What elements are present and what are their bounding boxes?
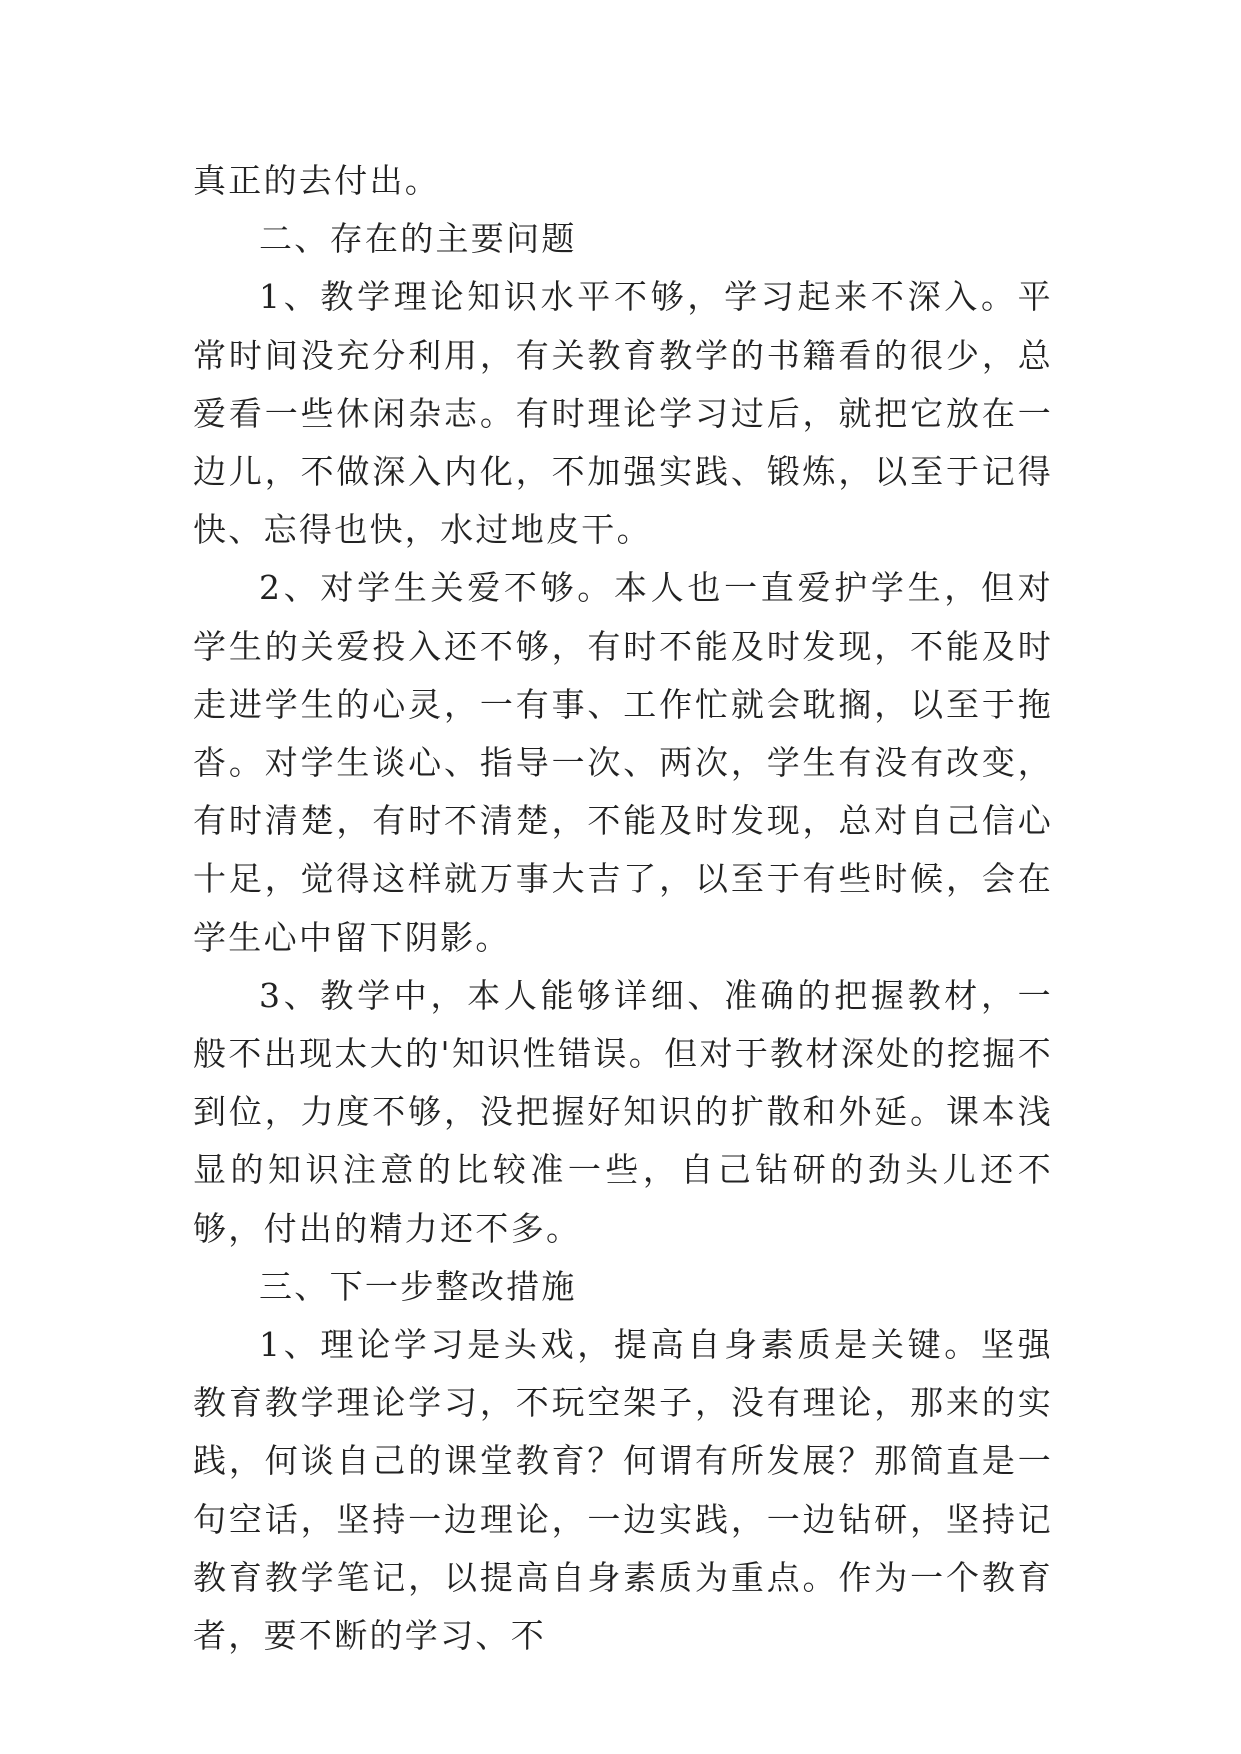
paragraph: 1、理论学习是头戏，提高自身素质是关键。坚强教育教学理论学习，不玩空架子，没有理论，那来的实践，何谈自己的课堂教育？何谓有所发展？那简直是一句空话，坚持一边理论，一边实践，一边钻研，坚持记教育教学笔记，以提高自身素质为重点。作为一个教育者，要不断的学习、不 bbox=[193, 1325, 1053, 1656]
paragraph: 真正的去付出。 bbox=[193, 161, 441, 200]
document-body bbox=[193, 152, 1053, 1665]
paragraph: 1、教学理论知识水平不够，学习起来不深入。平常时间没充分利用，有关教育教学的书籍看的很少，总爱看一些休闲杂志。有时理论学习过后，就把它放在一边儿，不做深入内化，不加强实践、锻炼，以至于记得快、忘得也快，水过地皮干。 bbox=[193, 277, 1053, 550]
paragraph: 2、对学生关爱不够。本人也一直爱护学生，但对学生的关爱投入还不够，有时不能及时发现，不能及时走进学生的心灵，一有事、工作忙就会耽搁，以至于拖沓。对学生谈心、指导一次、两次，学生有没有改变，有时清楚，有时不清楚，不能及时发现，总对自己信心十足，觉得这样就万事大吉了，以至于有些时候，会在学生心中留下阴影。 bbox=[193, 568, 1053, 957]
paragraph: 3、教学中，本人能够详细、准确的把握教材，一般不出现太大的'知识性错误。但对于教材深处的挖掘不到位，力度不够，没把握好知识的扩散和外延。课本浅显的知识注意的比较准一些，自己钻研的劲头儿还不够，付出的精力还不多。 bbox=[193, 975, 1053, 1248]
section-heading: 三、下一步整改措施 bbox=[259, 1266, 577, 1306]
section-heading: 二、存在的主要问题 bbox=[259, 219, 577, 259]
